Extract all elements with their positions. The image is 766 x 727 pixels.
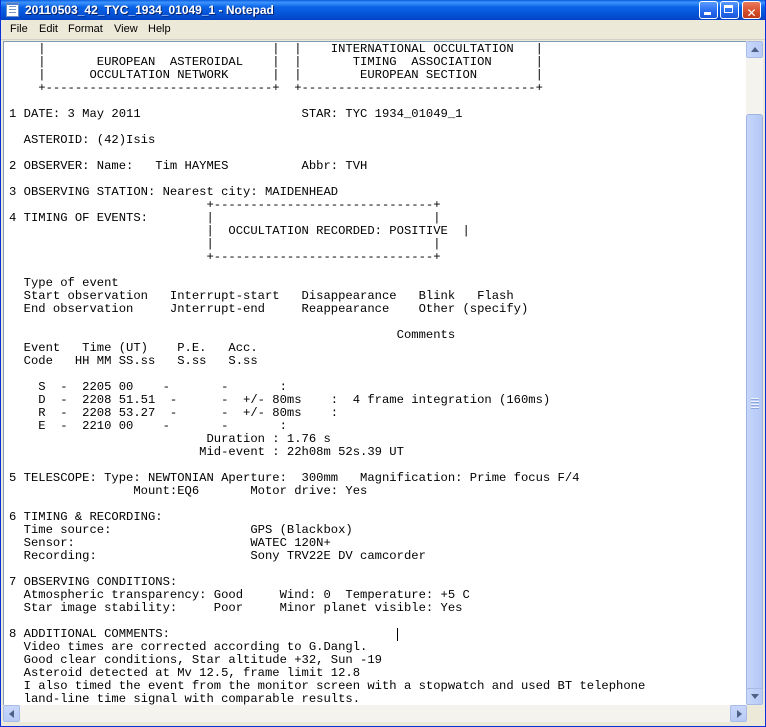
minimize-icon[interactable] [699, 1, 718, 19]
menu-edit[interactable]: Edit [39, 23, 58, 35]
menu-format[interactable]: Format [68, 23, 103, 35]
grip-icon [751, 404, 759, 405]
text-caret [397, 628, 398, 641]
notepad-icon[interactable] [6, 2, 19, 17]
close-glyph: ✕ [746, 6, 757, 20]
window-title: 20110503_42_TYC_1934_01049_1 - Notepad [25, 3, 274, 17]
horizontal-scrollbar[interactable] [3, 705, 747, 722]
close-icon[interactable] [742, 1, 761, 19]
arrow-left-icon [9, 710, 14, 718]
menu-bar [1, 20, 765, 40]
grip-icon [751, 398, 759, 399]
scroll-right-button[interactable] [730, 705, 747, 722]
maximize-icon[interactable] [720, 1, 739, 19]
arrow-down-icon [751, 694, 759, 699]
document-text[interactable]: | | | INTERNATIONAL OCCULTATION | | EUROPEAN ASTEROIDAL | | TIMING ASSOCIATION | | OCCULTATION NETWORK | | EUROPEAN SECTION | +-------------------------------+ +--------------------------------+ 1 DATE: 3 May 2011 STAR: TYC 1934_01049_1 ASTEROID: (42)Isis 2 OBSERVER: Name: Tim HAYMES Abbr: TVH 3 OBSERVING STATION: Nearest city: MAIDENHEAD +------------------------------+ 4 TIMING OF EVENTS: | | | OCCULTATION RECORDED: POSITIVE | | | +------------------------------+ Type of event Start observation Interrupt-start Disappearance Blink Flash End observation Jnterrupt-end Reappearance Other (specify) Comments Event Time (UT) P.E. Acc. Code HH MM SS.ss S.ss S.ss S - 2205 00 - - : D - 2208 51.51 - - +/- 80ms : 4 frame integration (160ms) R - 2208 53.27 - - +/- 80ms : E - 2210 00 - - : Duration : 1.76 s Mid-event : 22h08m 52s.39 UT 5 TELESCOPE: Type: NEWTONIAN Aperture: 300mm Magnification: Prime focus F/4 Mount:EQ6 Motor drive: Yes 6 TIMING & RECORDING: Time source: GPS (Blackbox) Sensor: WATEC 120N+ Recording: Sony TRV22E DV camcorder 7 OBSERVING CONDITIONS: Atmospheric transparency: Good Wind: 0 Temperature: +5 C Star image stability: Poor Minor planet visible: Yes 8 ADDITIONAL COMMENTS: Video times are corrected according to G.Dangl. Good clear conditions, Star altitude +32, Sun -19 Asteroid detected at Mv 12.5, frame limit 12.8 I also timed the event from the monitor screen with a stopwatch and used BT telephone land-line time signal with comparable results. [9, 42, 646, 705]
grip-icon [751, 401, 759, 402]
text-editor[interactable] [3, 41, 747, 705]
size-grip[interactable] [747, 705, 764, 722]
vertical-scrollbar[interactable] [746, 41, 763, 705]
arrow-up-icon [751, 47, 759, 52]
arrow-right-icon [737, 710, 742, 718]
menu-view[interactable]: View [114, 23, 138, 35]
vertical-scroll-thumb[interactable] [746, 114, 763, 696]
scroll-down-button[interactable] [746, 688, 763, 705]
menu-help[interactable]: Help [148, 23, 171, 35]
scroll-left-button[interactable] [3, 705, 20, 722]
grip-icon [751, 407, 759, 408]
scroll-up-button[interactable] [746, 41, 763, 58]
menu-file[interactable]: File [10, 23, 28, 35]
title-bar[interactable] [1, 0, 765, 20]
